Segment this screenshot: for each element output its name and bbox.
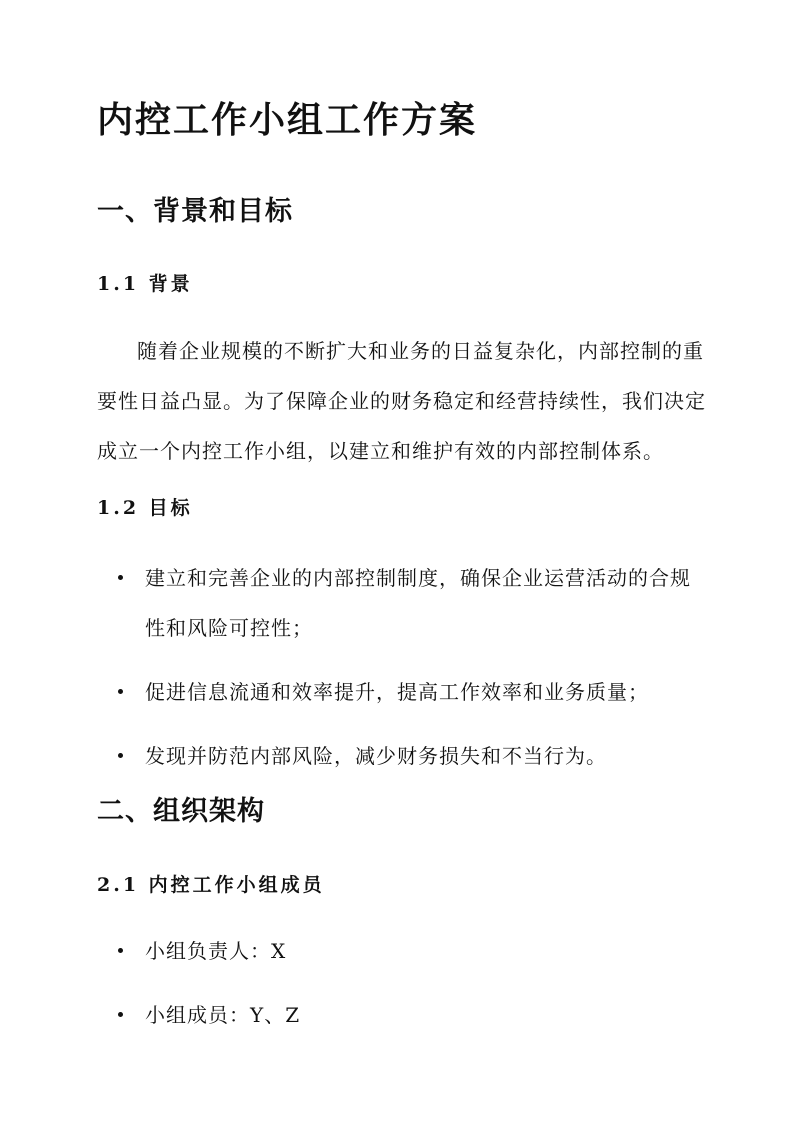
list-item [97, 731, 709, 781]
list-item-text: 建立和完善企业的内部控制制度，确保企业运营活动的合规性和风险可控性； [145, 566, 691, 640]
list-item [97, 926, 709, 976]
section-heading-organization: 二、组织架构 [97, 796, 265, 827]
subsection-heading-background: 1.1 背景 [97, 273, 193, 295]
bullet-icon [118, 689, 123, 694]
subsection-heading-members: 2.1 内控工作小组成员 [97, 874, 325, 896]
bullet-icon [118, 1012, 123, 1017]
bullet-icon [118, 753, 123, 758]
bullet-icon [118, 575, 123, 580]
list-item-text: 小组成员：Y、Z [145, 1003, 301, 1027]
goals-list [97, 553, 709, 795]
section-heading-background-goals: 一、背景和目标 [97, 196, 293, 227]
background-paragraph: 随着企业规模的不断扩大和业务的日益复杂化，内部控制的重要性日益凸显。为了保障企业的财务稳定和经营持续性，我们决定成立一个内控工作小组，以建立和维护有效的内部控制体系。 [97, 339, 706, 463]
list-item [97, 553, 709, 653]
list-item-text: 小组负责人：X [145, 939, 287, 963]
list-item-text: 发现并防范内部风险，减少财务损失和不当行为。 [145, 744, 607, 768]
bullet-icon [118, 948, 123, 953]
subsection-heading-goals: 1.2 目标 [97, 497, 193, 519]
list-item [97, 990, 709, 1040]
members-list [97, 926, 709, 1054]
list-item-text: 促进信息流通和效率提升，提高工作效率和业务质量； [145, 680, 649, 704]
document-title: 内控工作小组工作方案 [97, 99, 478, 141]
list-item [97, 667, 709, 717]
